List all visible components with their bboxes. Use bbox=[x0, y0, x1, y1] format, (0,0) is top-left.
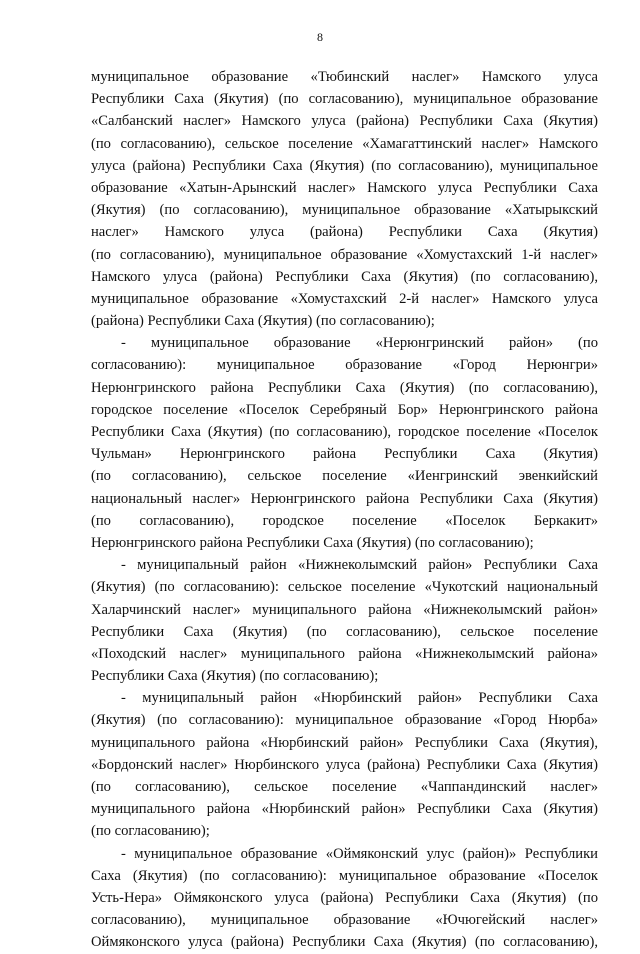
text-line: - муниципальный район «Нюрбинский район» Республики Саха bbox=[121, 690, 598, 707]
text-line: Чульман» Нерюнгринского района Республики Саха (Якутия) bbox=[91, 446, 598, 463]
text-line: Халарчинский наслег» муниципального района «Нижнеколымский район» bbox=[91, 601, 598, 618]
text-line: «Салбанский наслег» Намского улуса (района) Республики Саха (Якутия) bbox=[91, 113, 598, 130]
text-line: «Бордонский наслег» Нюрбинского улуса (района) Республики Саха (Якутия) bbox=[91, 756, 598, 773]
text-line: согласованию), муниципальное образование «Ючюгейский наслег» bbox=[91, 912, 598, 929]
text-line: Оймяконского улуса (района) Республики Саха (Якутия) (по согласованию), bbox=[91, 934, 598, 951]
text-line: (по согласованию), городское поселение «Поселок Беркакит» bbox=[91, 512, 598, 529]
text-line: образование «Хатын-Арынский наслег» Намского улуса Республики Саха bbox=[91, 179, 598, 196]
text-line: муниципальное образование «Хомустахский 2-й наслег» Намского улуса bbox=[91, 290, 598, 307]
text-line: (Якутия) (по согласованию), муниципальное образование «Хатырыкский bbox=[91, 202, 598, 219]
text-line: (по согласованию), муниципальное образование «Хомустахский 1-й наслег» bbox=[91, 246, 598, 263]
text-line: (по согласованию); bbox=[91, 823, 210, 840]
text-line: «Походский наслег» муниципального района «Нижнеколымский района» bbox=[91, 645, 598, 662]
text-line: Республики Саха (Якутия) (по согласованию), сельское поселение bbox=[91, 623, 598, 640]
text-line: Республики Саха (Якутия) (по согласованию), муниципальное образование bbox=[91, 91, 598, 108]
text-line: (по согласованию), сельское поселение «Хамагаттинский наслег» Намского bbox=[91, 135, 598, 152]
text-line: Нерюнгринского района Республики Саха (Якутия) (по согласованию); bbox=[91, 534, 534, 551]
text-line: Намского улуса (района) Республики Саха (Якутия) (по согласованию), bbox=[91, 268, 598, 285]
text-line: (района) Республики Саха (Якутия) (по согласованию); bbox=[91, 313, 435, 330]
text-line: согласованию): муниципальное образование «Город Нерюнгри» bbox=[91, 357, 598, 374]
text-line: муниципального района «Нюрбинский район» Республики Саха (Якутия) bbox=[91, 801, 598, 818]
text-line: Нерюнгринского района Республики Саха (Якутия) (по согласованию), bbox=[91, 379, 598, 396]
text-line: наслег» Намского улуса (района) Республики Саха (Якутия) bbox=[91, 224, 598, 241]
text-line: - муниципальный район «Нижнеколымский район» Республики Саха bbox=[121, 557, 598, 574]
text-line: городское поселение «Поселок Серебряный Бор» Нерюнгринского района bbox=[91, 401, 598, 418]
text-line: улуса (района) Республики Саха (Якутия) (по согласованию), муниципальное bbox=[91, 157, 598, 174]
text-line: Усть-Нера» Оймяконского улуса (района) Республики Саха (Якутия) (по bbox=[91, 889, 598, 906]
text-line: (Якутия) (по согласованию): сельское поселение «Чукотский национальный bbox=[91, 579, 598, 596]
text-line: национальный наслег» Нерюнгринского района Республики Саха (Якутия) bbox=[91, 490, 598, 507]
text-line: Республики Саха (Якутия) (по согласованию), городское поселение «Поселок bbox=[91, 424, 598, 440]
text-line: - муниципальное образование «Оймяконский улус (район)» Республики bbox=[121, 845, 598, 862]
text-line: Саха (Якутия) (по согласованию): муниципальное образование «Поселок bbox=[91, 867, 598, 884]
text-line: муниципальное образование «Тюбинский наслег» Намского улуса bbox=[91, 69, 598, 85]
text-line: муниципального района «Нюрбинский район» Республики Саха (Якутия), bbox=[91, 734, 598, 751]
page-number: 8 bbox=[317, 30, 323, 44]
text-line: - муниципальное образование «Нерюнгринский район» (по bbox=[121, 335, 598, 352]
text-line: (по согласованию), сельское поселение «Иенгринский эвенкийский bbox=[91, 468, 598, 485]
body-text bbox=[91, 66, 598, 954]
text-line: Республики Саха (Якутия) (по согласованию); bbox=[91, 668, 379, 685]
text-line: (Якутия) (по согласованию): муниципальное образование «Город Нюрба» bbox=[91, 712, 598, 729]
text-line: (по согласованию), сельское поселение «Чаппандинский наслег» bbox=[91, 779, 598, 795]
